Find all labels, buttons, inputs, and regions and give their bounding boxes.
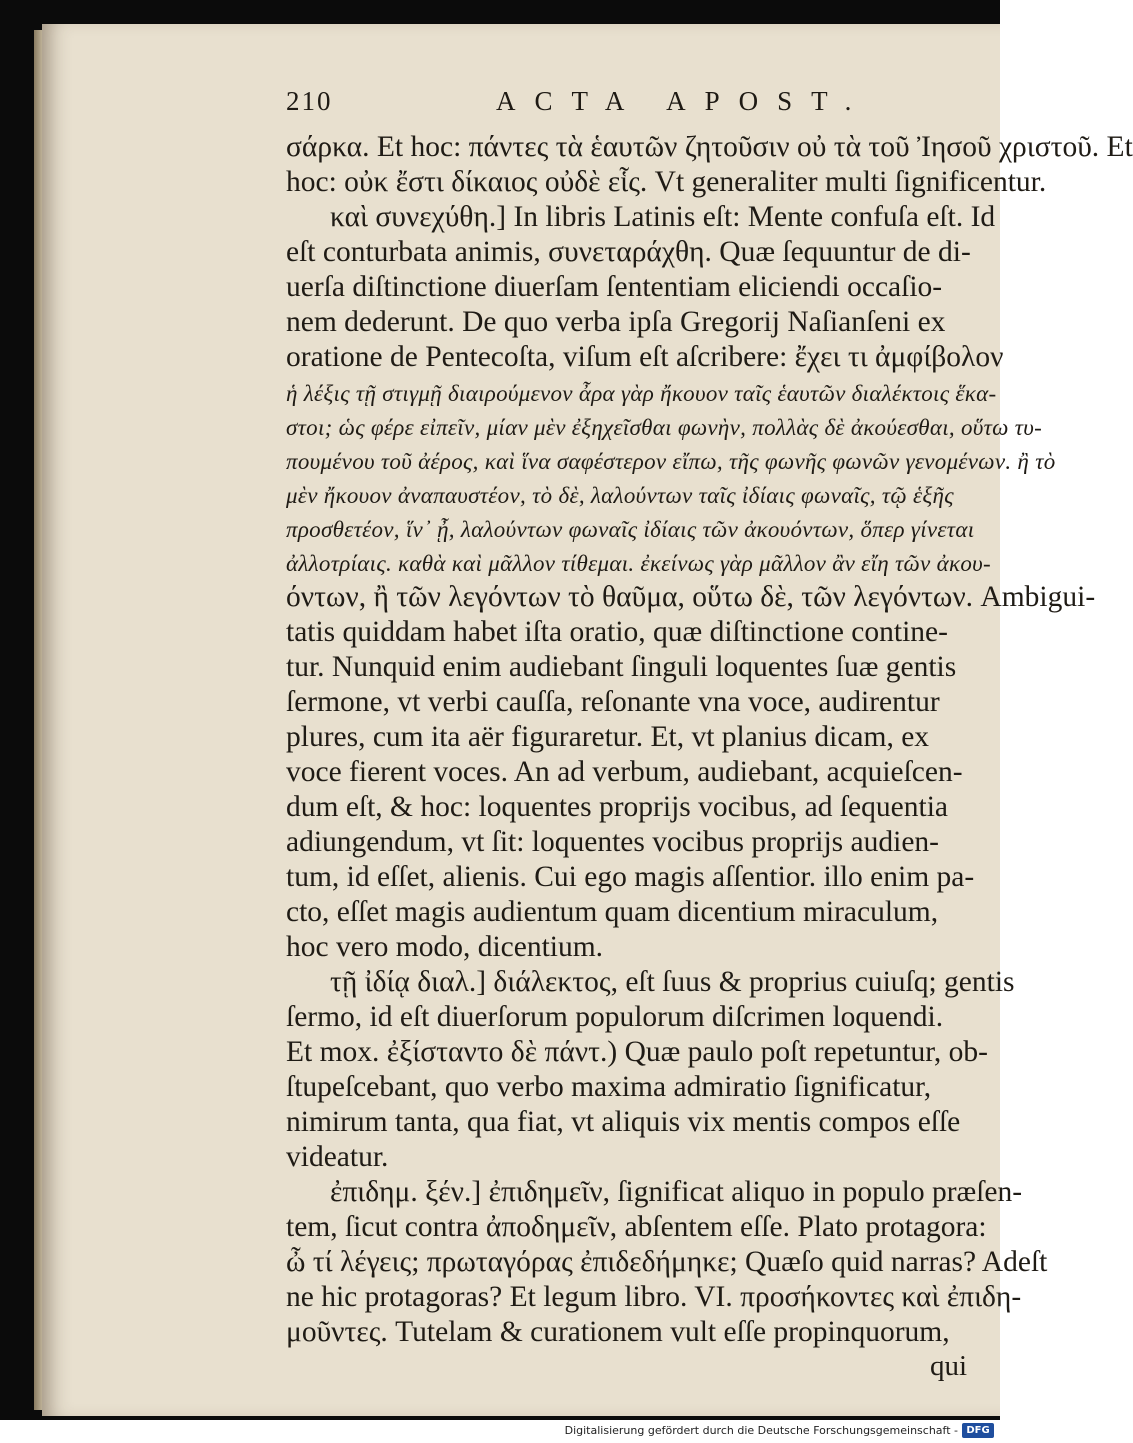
text-line: tatis quiddam habet iſta oratio, quæ diſtinctione contine- — [286, 616, 948, 648]
page-number: 210 — [286, 86, 333, 116]
text-line: ὦ τί λέγεις; πρωταγόρας ἐπιδεδήμηκε; Quæſo quid narras? Adeſt — [286, 1246, 1048, 1278]
greek-quote-line: ἀλλοτρίαις. καθὰ καὶ μᾶλλον τίθεμαι. ἐκείνως γὰρ μᾶλλον ἂν εἴη τῶν ἀκου- — [286, 551, 991, 576]
text-line: eſt conturbata animis, συνεταράχθη. Quæ ſequuntur de di- — [286, 236, 971, 268]
greek-quote-line: μὲν ἤκουον ἀναπαυστέον, τὸ δὲ, λαλούντων ταῖς ἰδίαις φωναῖς, τῷ ἑξῆς — [286, 483, 954, 508]
text-line: adiungendum, vt ſit: loquentes vocibus proprijs audien- — [286, 826, 939, 858]
text-line: videatur. — [286, 1141, 389, 1173]
text-line: ſermo, id eſt diuerſorum populorum diſcrimen loquendi. — [286, 1001, 944, 1033]
greek-quote-line: προσθετέον, ἵν᾽ ᾖ, λαλούντων φωναῖς ἰδίαις τῶν ἀκουόντων, ὅπερ γίνεται — [286, 517, 975, 542]
greek-quote-line: ἡ λέξις τῇ στιγμῇ διαιρούμενον ἆρα γὰρ ἤκουον ταῖς ἑαυτῶν διαλέκτοις ἕκα- — [286, 381, 997, 406]
text-line: tum, id eſſet, alienis. Cui ego magis aſſentior. illo enim pa- — [286, 861, 975, 893]
text-line: hoc: οὐκ ἔστι δίκαιος οὐδὲ εἷς. Vt generaliter multi ſignificentur. — [286, 166, 1047, 198]
text-line: oratione de Pentecoſta, viſum eſt aſcribere: ἔχει τι ἀμφίβολον — [286, 341, 1004, 373]
funding-credit: Digitalisierung gefördert durch die Deutsche Forschungsgemeinschaft - — [564, 1424, 958, 1437]
text-line: voce fierent voces. An ad verbum, audiebant, acquieſcen- — [286, 756, 963, 788]
text-line: ne hic protagoras? Et legum libro. VI. προσήκοντες καὶ ἐπιδη- — [286, 1281, 1022, 1313]
text-line: ἐπιδημ. ξέν.] ἐπιδημεῖν, ſignificat aliquo in populo præſen- — [330, 1176, 1023, 1208]
text-line: cto, eſſet magis audientum quam dicentium miraculum, — [286, 896, 939, 928]
text-line: hoc vero modo, dicentium. — [286, 931, 604, 963]
text-line: μοῦντες. Tutelam & curationem vult eſſe propinquorum, — [286, 1316, 950, 1348]
greek-quote-line: πουμένου τοῦ ἀέρος, καὶ ἵνα σαφέστερον εἴπω, τῆς φωνῆς φωνῶν γενομένων. ἢ τὸ — [286, 449, 1056, 474]
text-line: plures, cum ita aër figuraretur. Et, vt planius dicam, ex — [286, 721, 930, 753]
text-line: Et mox. ἐξίσταντο δὲ πάντ.) Quæ paulo poſt repetuntur, ob- — [286, 1036, 988, 1068]
text-line: tur. Nunquid enim audiebant ſinguli loquentes ſuæ gentis — [286, 651, 957, 683]
text-line: tem, ſicut contra ἀποδημεῖν, abſentem eſſe. Plato protagora: — [286, 1211, 987, 1243]
dfg-logo: DFG — [962, 1423, 994, 1438]
text-line: nem dederunt. De quo verba ipſa Gregorij Naſianſeni ex — [286, 306, 946, 338]
catchword: qui — [930, 1350, 968, 1382]
text-line: uerſa diſtinctione diuerſam ſententiam eliciendi occaſio- — [286, 271, 943, 303]
text-line: dum eſt, & hoc: loquentes proprijs vocibus, ad ſequentia — [286, 791, 948, 823]
running-head — [286, 86, 986, 126]
text-line: ſtupeſcebant, quo verbo maxima admiratio ſignificatur, — [286, 1071, 932, 1103]
text-line: τῇ ἰδίᾳ διαλ.] διάλεκτος, eſt ſuus & proprius cuiuſq; gentis — [330, 966, 1015, 998]
text-line: καὶ συνεχύθη.] In libris Latinis eſt: Mente confuſa eſt. Id — [330, 201, 996, 233]
text-line: ſermone, vt verbi cauſſa, reſonante vna voce, audirentur — [286, 686, 940, 718]
footer-bar — [0, 1420, 1000, 1443]
text-line: σάρκα. Et hoc: πάντες τὰ ἑαυτῶν ζητοῦσιν οὐ τὰ τοῦ Ἰησοῦ χριστοῦ. Et — [286, 131, 1133, 163]
text-line: nimirum tanta, qua fiat, vt aliquis vix mentis compos eſſe — [286, 1106, 961, 1138]
running-title: ACTA APOST. — [496, 86, 871, 116]
text-line: όντων, ἢ τῶν λεγόντων τὸ θαῦμα, οὕτω δὲ, τῶν λεγόντων. Ambigui- — [286, 581, 1096, 613]
greek-quote-line: στοι; ὡς φέρε εἰπεῖν, μίαν μὲν ἐξηχεῖσθαι φωνὴν, πολλὰς δὲ ἀκούεσθαι, οὕτω τυ- — [286, 415, 1043, 440]
